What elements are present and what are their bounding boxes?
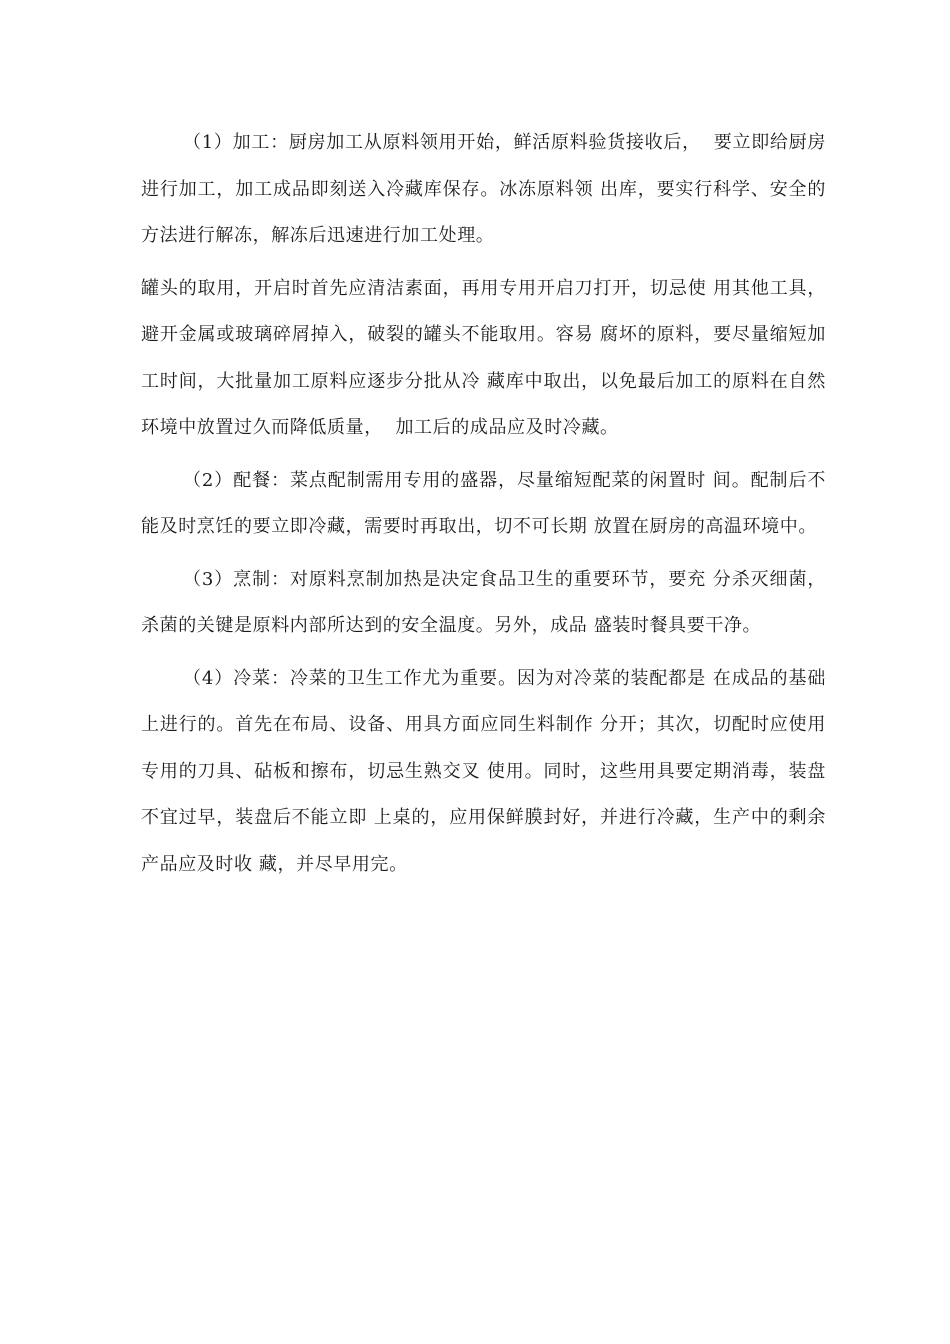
paragraph-cooking: （3）烹制：对原料烹制加热是决定食品卫生的重要环节，要充 分杀灭细菌，杀菌的关键是原料内部所达到的安全温度。另外，成品 盛装时餐具要干净。 [141, 568, 826, 636]
paragraph-cans: 罐头的取用，开启时首先应清洁素面，再用专用开启刀打开，切忌使 用其他工具，避开金属或玻璃碎屑掉入，破裂的罐头不能取用。容易 腐坏的原料，要尽量缩短加工时间，大批量加工原料应逐步分批从冷 藏库中取出，以免最后加工的原料在自然环境中放置过久而降低质量， 加工后的成品应及时冷藏。 [141, 277, 826, 438]
document-body [141, 120, 826, 888]
paragraph-processing: （1）加工：厨房加工从原料领用开始，鲜活原料验货接收后， 要立即给厨房进行加工，加工成品即刻送入冷藏库保存。冰冻原料领 出库，要实行科学、安全的方法进行解冻，解冻后迅速进行加工处理。 [141, 132, 826, 246]
paragraph-cold-dishes: （4）冷菜：冷菜的卫生工作尤为重要。因为对冷菜的装配都是 在成品的基础上进行的。首先在布局、设备、用具方面应同生料制作 分开；其次，切配时应使用专用的刀具、砧板和擦布，切忌生熟交叉 使用。同时，这些用具要定期消毒，装盘不宜过早，装盘后不能立即 上桌的，应用保鲜膜封好，并进行冷藏，生产中的剩余产品应及时收 藏，并尽早用完。 [141, 667, 826, 875]
paragraph-plating: （2）配餐：菜点配制需用专用的盛器，尽量缩短配菜的闲置时 间。配制后不能及时烹饪的要立即冷藏，需要时再取出，切不可长期 放置在厨房的高温环境中。 [141, 469, 826, 537]
